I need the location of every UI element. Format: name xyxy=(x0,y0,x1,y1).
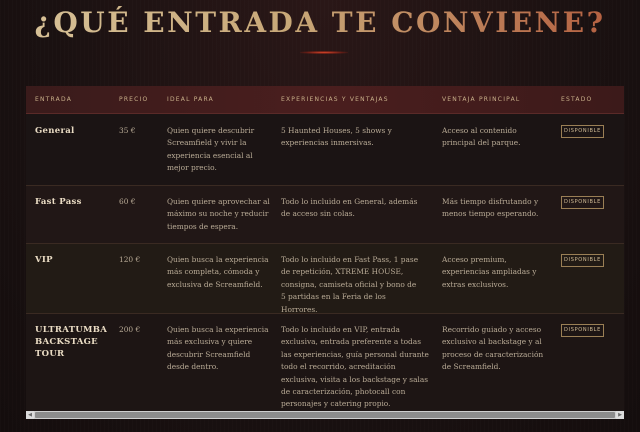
header-experiencias: EXPERIENCIAS Y VENTAJAS xyxy=(281,96,389,103)
status-badge[interactable]: DISPONIBLE xyxy=(561,196,604,209)
ticket-comparison-table xyxy=(26,86,624,412)
ticket-advantage: Acceso al contenido principal del parque. xyxy=(442,126,521,148)
ticket-advantage: Más tiempo disfrutando y menos tiempo esperando. xyxy=(442,197,539,219)
status-badge[interactable]: DISPONIBLE xyxy=(561,125,604,138)
ticket-advantage: Recorrido guiado y acceso exclusivo al backstage y al proceso de caracterización de Screamfield. xyxy=(442,325,544,372)
ticket-price: 120 € xyxy=(119,255,141,264)
ticket-price: 60 € xyxy=(119,197,136,206)
ticket-ideal: Quien busca la experiencia más completa, cómoda y exclusiva de Screamfield. xyxy=(167,255,269,289)
ticket-ideal: Quien busca la experiencia más exclusiva y quiere descubrir Screamfield desde dentro. xyxy=(167,325,269,372)
ticket-name: Fast Pass xyxy=(35,197,82,207)
header-entrada: ENTRADA xyxy=(35,96,72,103)
table-row xyxy=(26,186,624,244)
horizontal-scrollbar[interactable] xyxy=(26,411,624,419)
ticket-experiences: Todo lo incluido en Fast Pass, 1 pase de repetición, XTREME HOUSE, consigna, camiseta oficial y bono de 5 partidas en la Feria de los Horrores. xyxy=(281,255,419,314)
scroll-right-icon[interactable]: ▶ xyxy=(616,411,624,419)
ticket-name: ULTRATUMBA BACKSTAGE TOUR xyxy=(35,325,108,360)
status-badge[interactable]: DISPONIBLE xyxy=(561,324,604,337)
table-row xyxy=(26,244,624,314)
header-ideal: IDEAL PARA xyxy=(167,96,214,103)
ticket-ideal: Quien quiere aprovechar al máximo su noche y reducir tiempos de espera. xyxy=(167,197,270,231)
table-row xyxy=(26,114,624,186)
header-ventaja: VENTAJA PRINCIPAL xyxy=(442,96,521,103)
ticket-price: 200 € xyxy=(119,325,141,334)
ticket-price: 35 € xyxy=(119,126,136,135)
ticket-advantage: Acceso premium, experiencias ampliadas y extras exclusivos. xyxy=(442,255,537,289)
page-title: ¿QUÉ ENTRADA TE CONVIENE? xyxy=(0,6,640,39)
header-estado: ESTADO xyxy=(561,96,593,103)
header-precio: PRECIO xyxy=(119,96,149,103)
scrollbar-thumb[interactable] xyxy=(35,412,615,418)
ticket-experiences: Todo lo incluido en VIP, entrada exclusiva, entrada preferente a todas las experiencias, guía personal durante todo el recorrido, acreditación exclusiva, visita a los backstage y salas de caracterización, photocall con personajes y catering propio. xyxy=(281,325,429,409)
title-divider xyxy=(300,51,348,54)
ticket-name: VIP xyxy=(35,255,53,265)
scroll-left-icon[interactable]: ◀ xyxy=(26,411,34,419)
ticket-ideal: Quien quiere descubrir Screamfield y vivir la experiencia esencial al mejor precio. xyxy=(167,126,255,173)
ticket-name: General xyxy=(35,126,75,136)
ticket-experiences: Todo lo incluido en General, además de acceso sin colas. xyxy=(281,197,418,219)
table-row xyxy=(26,314,624,412)
table-header xyxy=(26,86,624,114)
ticket-experiences: 5 Haunted Houses, 5 shows y experiencias inmersivas. xyxy=(281,126,392,148)
status-badge[interactable]: DISPONIBLE xyxy=(561,254,604,267)
